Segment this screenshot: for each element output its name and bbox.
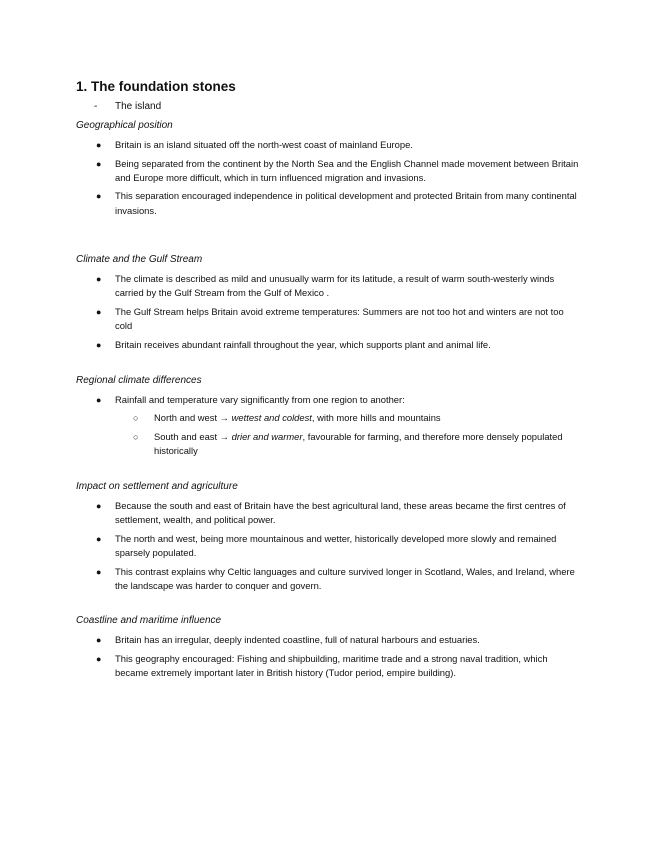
list-item-text: The north and west, being more mountainous and wetter, historically developed more slowly and remained sparsely populated. (115, 532, 557, 558)
sub-list-item (115, 430, 579, 458)
list-item-text: Britain is an island situated off the north-west coast of mainland Europe. (115, 139, 413, 150)
sub-bullet-marker: ○ (133, 431, 139, 442)
list-item-text: Britain has an irregular, deeply indented coastline, full of natural harbours and estuaries. (115, 634, 480, 645)
list-item (0, 157, 655, 185)
section-list-climate (0, 272, 655, 356)
bullet-marker: ● (96, 306, 102, 317)
list-item-text: The Gulf Stream helps Britain avoid extreme temperatures: Summers are not too hot and winters are not too cold (115, 305, 564, 331)
sub-item-emphasis: drier and warmer (231, 430, 303, 442)
list-item-text: Rainfall and temperature vary significantly from one region to another: (115, 394, 405, 405)
list-item (0, 633, 655, 647)
list-item (0, 499, 655, 527)
bullet-marker: ● (96, 395, 102, 405)
bullet-marker: ● (96, 566, 102, 577)
bullet-marker: ● (96, 140, 102, 150)
list-item-text: Because the south and east of Britain have the best agricultural land, these areas became the first centres of settlement, wealth, and political power. (115, 500, 566, 526)
bullet-marker: ● (96, 635, 102, 645)
list-item (0, 393, 655, 458)
page-title: 1. The foundation stones (76, 79, 236, 94)
list-item-text: The climate is described as mild and unusually warm for its latitude, a result of warm south-westerly winds carried by the Gulf Stream from the Gulf of Mexico . (115, 273, 555, 299)
list-item-text: Britain receives abundant rainfall throughout the year, which supports plant and animal life. (115, 338, 491, 350)
section-list-coastline (0, 633, 655, 684)
list-item (0, 565, 655, 593)
bullet-marker: ● (96, 191, 102, 202)
list-item (0, 338, 655, 352)
dash-marker: - (94, 101, 98, 112)
intro-item (94, 101, 161, 112)
list-item-text: This geography encouraged: Fishing and shipbuilding, maritime trade and a strong naval tradition, which became extremely important later in British history (Tudor period, empire building). (115, 652, 548, 678)
bullet-marker: ● (96, 533, 102, 544)
sub-list-item (115, 411, 579, 425)
list-item (0, 652, 655, 680)
section-heading-settlement: Impact on settlement and agriculture (76, 481, 238, 492)
bullet-marker: ● (96, 274, 102, 284)
list-item (0, 305, 655, 333)
list-item-text: This contrast explains why Celtic languages and culture survived longer in Scotland, Wales, and Ireland, where the landscape was harder to conquer and govern. (115, 565, 575, 591)
section-heading-regional-climate: Regional climate differences (76, 375, 202, 386)
section-list-settlement (0, 499, 655, 597)
section-heading-coastline: Coastline and maritime influence (76, 615, 222, 626)
sub-item-lead: South and east → (154, 430, 232, 442)
bullet-marker: ● (96, 501, 102, 511)
section-list-geographical-position (0, 138, 655, 222)
section-list-regional-climate (0, 393, 655, 463)
section-heading-geographical-position: Geographical position (76, 120, 173, 131)
sub-item-rest: , with more hills and mountains (311, 412, 441, 424)
sub-item-lead: North and west → (154, 412, 232, 424)
bullet-marker: ● (96, 653, 102, 664)
list-item-text: This separation encouraged independence in political development and protected Britain from many continental invasions. (115, 190, 577, 216)
list-item (0, 272, 655, 300)
list-item (0, 532, 655, 560)
intro-item-text: The island (115, 101, 162, 112)
bullet-marker: ● (96, 339, 102, 350)
bullet-marker: ● (96, 158, 102, 169)
sub-bullet-marker: ○ (133, 413, 139, 424)
sub-item-rest: , favourable for farming, and therefore more densely populated historically (154, 430, 563, 456)
section-heading-climate: Climate and the Gulf Stream (76, 254, 203, 265)
list-item (0, 189, 655, 217)
sub-list (115, 411, 579, 458)
list-item (0, 138, 655, 152)
sub-item-emphasis: wettest and coldest (231, 412, 312, 424)
list-item-text: Being separated from the continent by the North Sea and the English Channel made movement between Britain and Europe more difficult, which in turn influenced migration and invasions. (115, 157, 579, 183)
